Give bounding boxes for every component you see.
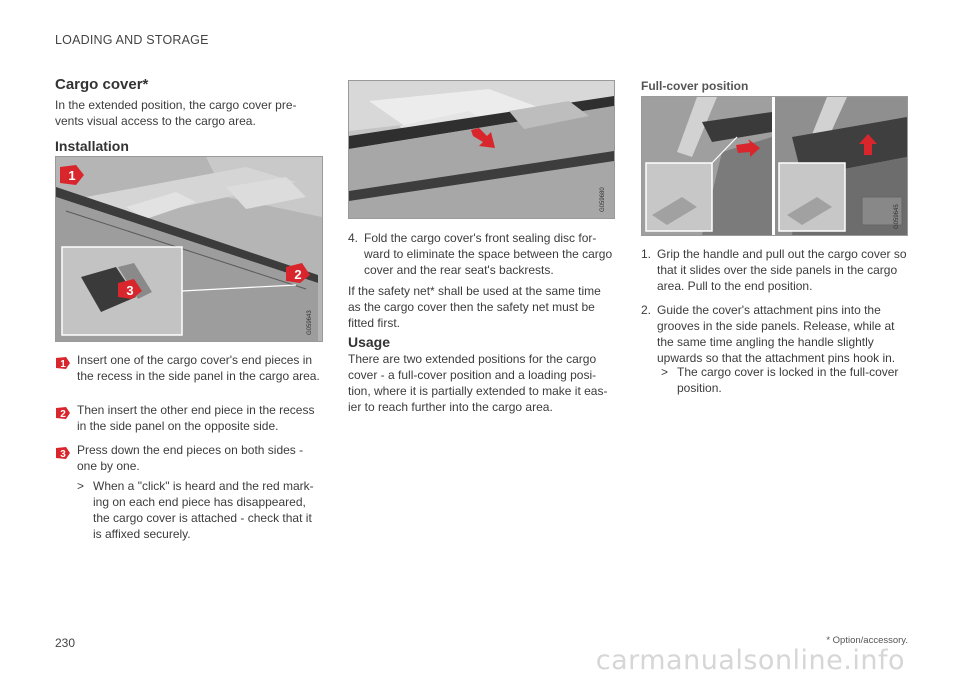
- figure-code: G059645: [894, 204, 900, 229]
- safety-net-paragraph: If the safety net* shall be used at the same time as the cargo cover then the safety net must be fitted first.: [348, 284, 601, 330]
- step-2-text: Then insert the other end piece in the recess in the side panel on the opposite side.: [77, 403, 315, 433]
- step-1-text: Insert one of the cargo cover's end pieces in the recess in the side panel in the cargo area.: [77, 353, 320, 383]
- section-header: LOADING AND STORAGE: [55, 33, 209, 47]
- result-marker: >: [661, 365, 669, 379]
- usage-heading: Usage: [348, 334, 391, 350]
- step-3-text: Press down the end pieces on both sides - one by one.: [77, 443, 304, 473]
- sealing-disc-figure: [348, 80, 615, 219]
- step-3-badge-icon: [55, 446, 71, 460]
- step-2-text: Guide the cover's attachment pins into the grooves in the side panels. Release, while at the same time angling the handle slightly upwards so that the attachment pins hook in.: [657, 303, 896, 365]
- installation-illustration: [56, 157, 322, 341]
- page-title: Cargo cover*: [55, 76, 149, 93]
- step-2-badge-label: 2: [60, 409, 66, 420]
- installation-heading: Installation: [55, 138, 129, 154]
- full-cover-figure: [641, 96, 908, 236]
- full-cover-heading: Full-cover position: [641, 79, 749, 93]
- footnote: * Option/accessory.: [826, 635, 908, 646]
- figure-code: G059680: [600, 187, 606, 212]
- usage-paragraph: There are two extended positions for the cargo cover - a full-cover position and a loading posi-tion, where it is partially extended to make it eas-ier to reach further into the cargo area.: [348, 352, 608, 414]
- step-1-text: Grip the handle and pull out the cargo cover so that it slides over the side panels in the cargo area. Pull to the end position.: [657, 247, 907, 293]
- result-text: When a "click" is heard and the red mark-ing on each end piece has disappeared, the cargo cover is attached - check that it is affixed securely.: [93, 479, 314, 541]
- step-2-badge-icon: [55, 406, 71, 420]
- badge-1-label: 1: [68, 168, 76, 183]
- step-1-number: 1.: [641, 247, 652, 261]
- step-1-badge-icon: [55, 356, 71, 370]
- up-arrow-icon: [858, 133, 878, 157]
- installation-figure: [55, 156, 323, 342]
- badge-1-icon: [58, 163, 86, 187]
- step-3-badge-label: 3: [60, 449, 66, 460]
- result-text: The cargo cover is locked in the full-cover position.: [677, 365, 899, 395]
- badge-2-label: 2: [294, 267, 302, 282]
- figure-code: G059643: [307, 310, 313, 335]
- intro-paragraph: In the extended position, the cargo cover pre-vents visual access to the cargo area.: [55, 98, 297, 128]
- fold-arrow-icon: [469, 126, 499, 150]
- badge-3-icon: [116, 277, 144, 301]
- step-4-text: Fold the cargo cover's front sealing disc for-ward to eliminate the space between the cargo cover and the rear seat's backrests.: [364, 231, 613, 277]
- pull-arrow-icon: [734, 139, 762, 159]
- result-marker: >: [77, 479, 85, 493]
- step-2-number: 2.: [641, 303, 652, 317]
- full-cover-illustration: [642, 97, 907, 235]
- badge-3-label: 3: [126, 283, 134, 298]
- watermark: carmanualsonline.info: [595, 645, 905, 676]
- step-1-badge-label: 1: [60, 359, 66, 370]
- step-4-number: 4.: [348, 231, 359, 245]
- page-number: 230: [55, 636, 76, 650]
- badge-2-icon: [284, 261, 312, 285]
